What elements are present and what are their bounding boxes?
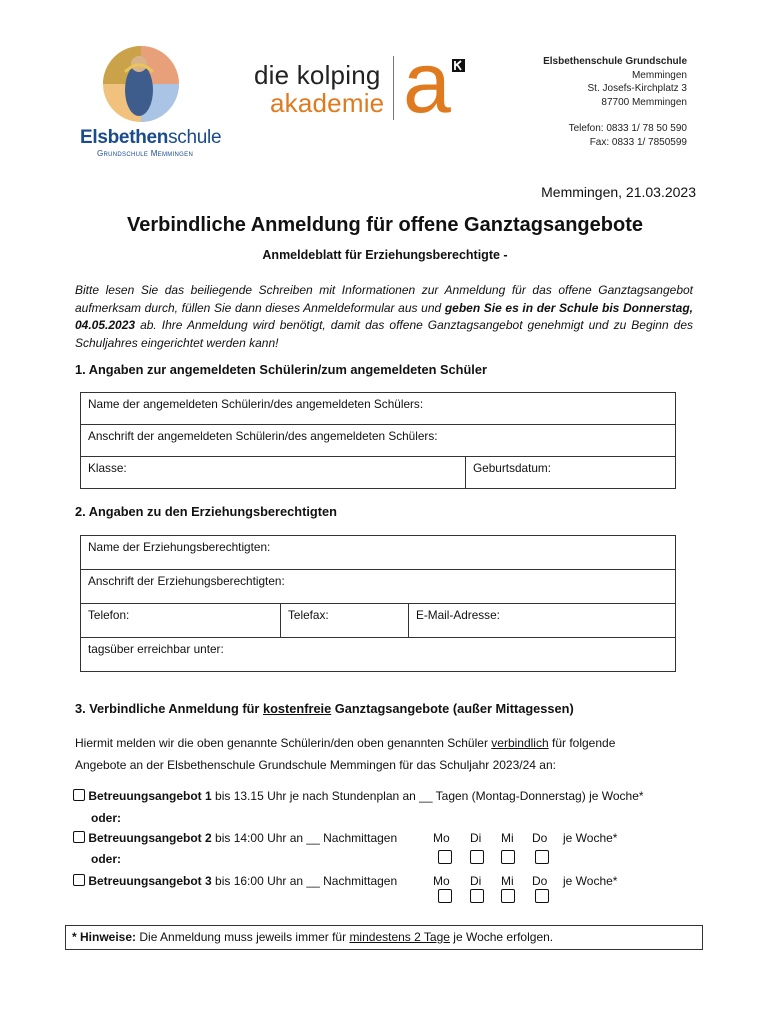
option3-mo-checkbox[interactable] xyxy=(438,889,452,903)
option3-description: bis 16:00 Uhr an __ Nachmittagen xyxy=(211,874,398,888)
option3-mi-checkbox[interactable] xyxy=(501,889,515,903)
student-address-field[interactable] xyxy=(81,425,676,457)
school-logo-subtitle: Grundschule Memmingen xyxy=(97,149,194,158)
option2-day-mo: Mo xyxy=(433,831,450,845)
school-logo-name: Elsbethenschule xyxy=(80,127,222,148)
student-birthdate-label: Geburtsdatum: xyxy=(473,461,552,475)
address-city: Memmingen xyxy=(631,69,687,81)
kolping-logo-divider xyxy=(393,56,394,120)
or-label-2: oder: xyxy=(91,852,121,866)
guardian-info-table xyxy=(80,535,676,672)
student-birthdate-field[interactable] xyxy=(466,457,676,489)
kolping-logo-letter: a xyxy=(403,35,451,131)
student-info-table xyxy=(80,392,676,489)
option3-checkbox[interactable] xyxy=(73,874,85,886)
option2-day-do: Do xyxy=(532,831,548,845)
guardian-daytime-label: tagsüber erreichbar unter: xyxy=(88,642,224,656)
address-fax: Fax: 0833 1/ 7850599 xyxy=(589,136,687,148)
section3-heading: 3. Verbindliche Anmeldung für kostenfreie Ganztagsangebote (außer Mittagessen) xyxy=(75,701,574,716)
section1-heading: 1. Angaben zur angemeldeten Schülerin/zum angemeldeten Schüler xyxy=(75,362,487,377)
option2-mo-checkbox[interactable] xyxy=(438,850,452,864)
option3-row xyxy=(73,874,397,888)
or-label-1: oder: xyxy=(91,811,121,825)
guardian-fax-label: Telefax: xyxy=(288,608,329,622)
guardian-fax-field[interactable] xyxy=(281,604,409,638)
student-class-field[interactable] xyxy=(81,457,466,489)
student-name-field[interactable] xyxy=(81,393,676,425)
intro-paragraph: Bitte lesen Sie das beiliegende Schreiben mit Informationen zur Anmeldung für das offene Ganztagsangebot aufmerksam durch, füllen Sie dann dieses Anmeldeformular aus und geben Sie es in der Schule bis Donnerstag, 04.05.2023 ab. Ihre Anmeldung wird benötigt, damit das offene Ganztagsangebot genehmigt und zu Beginn des Schuljahres eingerichtet werden kann! xyxy=(75,283,693,350)
student-class-label: Klasse: xyxy=(88,461,127,475)
kolping-logo-line2: akademie xyxy=(270,88,385,118)
option3-day-mi: Mi xyxy=(501,874,514,888)
option1-title: Betreuungsangebot 1 xyxy=(88,789,212,803)
address-phone: Telefon: 0833 1/ 78 50 590 xyxy=(568,123,687,135)
option2-title: Betreuungsangebot 2 xyxy=(88,831,212,845)
option2-day-mi: Mi xyxy=(501,831,514,845)
option3-day-mo: Mo xyxy=(433,874,450,888)
section2-heading: 2. Angaben zu den Erziehungsberechtigten xyxy=(75,504,337,519)
option2-mi-checkbox[interactable] xyxy=(501,850,515,864)
option2-do-checkbox[interactable] xyxy=(535,850,549,864)
option3-day-do: Do xyxy=(532,874,548,888)
guardian-name-field[interactable] xyxy=(81,536,676,570)
document-date: Memmingen, 21.03.2023 xyxy=(541,184,696,200)
option1-checkbox[interactable] xyxy=(73,789,85,801)
section3-paragraph: Hiermit melden wir die oben genannte Schülerin/den oben genannten Schüler verbindlich für folgende Angebote an der Elsbethenschule Grundschule Memmingen für das Schuljahr 2023/24 an: xyxy=(75,736,616,772)
guardian-email-label: E-Mail-Adresse: xyxy=(416,608,500,622)
option2-row xyxy=(73,831,397,845)
option3-per-week: je Woche* xyxy=(563,874,618,888)
address-street: St. Josefs-Kirchplatz 3 xyxy=(587,83,687,95)
guardian-address-label: Anschrift der Erziehungsberechtigten: xyxy=(88,574,285,588)
option2-per-week: je Woche* xyxy=(563,831,618,845)
option3-di-checkbox[interactable] xyxy=(470,889,484,903)
kolping-logo-line1: die kolping xyxy=(254,60,381,90)
option2-checkbox[interactable] xyxy=(73,831,85,843)
option1-description: bis 13.15 Uhr je nach Stundenplan an __ Tagen (Montag-Donnerstag) je Woche* xyxy=(211,789,644,803)
page-title: Verbindliche Anmeldung für offene Ganztagsangebote xyxy=(127,214,643,236)
page-subtitle: Anmeldeblatt für Erziehungsberechtigte - xyxy=(262,248,508,262)
student-address-label: Anschrift der angemeldeten Schülerin/des angemeldeten Schülers: xyxy=(88,429,438,443)
guardian-phone-label: Telefon: xyxy=(88,608,130,622)
kolping-logo-mark xyxy=(452,59,465,72)
address-zip-city: 87700 Memmingen xyxy=(601,96,687,108)
option2-day-di: Di xyxy=(470,831,482,845)
school-logo-emblem xyxy=(95,44,187,124)
school-address-block xyxy=(543,55,687,150)
option2-di-checkbox[interactable] xyxy=(470,850,484,864)
hint-box: * Hinweise: Die Anmeldung muss jeweils immer für mindestens 2 Tage je Woche erfolgen. xyxy=(65,925,703,950)
student-name-label: Name der angemeldeten Schülerin/des angemeldeten Schülers: xyxy=(88,397,424,411)
guardian-name-label: Name der Erziehungsberechtigten: xyxy=(88,540,271,554)
option3-do-checkbox[interactable] xyxy=(535,889,549,903)
guardian-daytime-field[interactable] xyxy=(81,638,676,672)
option3-title: Betreuungsangebot 3 xyxy=(88,874,212,888)
guardian-phone-field[interactable] xyxy=(81,604,281,638)
address-name: Elsbethenschule Grundschule xyxy=(543,56,687,67)
option3-day-di: Di xyxy=(470,874,482,888)
option2-description: bis 14:00 Uhr an __ Nachmittagen xyxy=(211,831,398,845)
guardian-address-field[interactable] xyxy=(81,570,676,604)
option1-row xyxy=(73,789,644,803)
guardian-email-field[interactable] xyxy=(409,604,676,638)
